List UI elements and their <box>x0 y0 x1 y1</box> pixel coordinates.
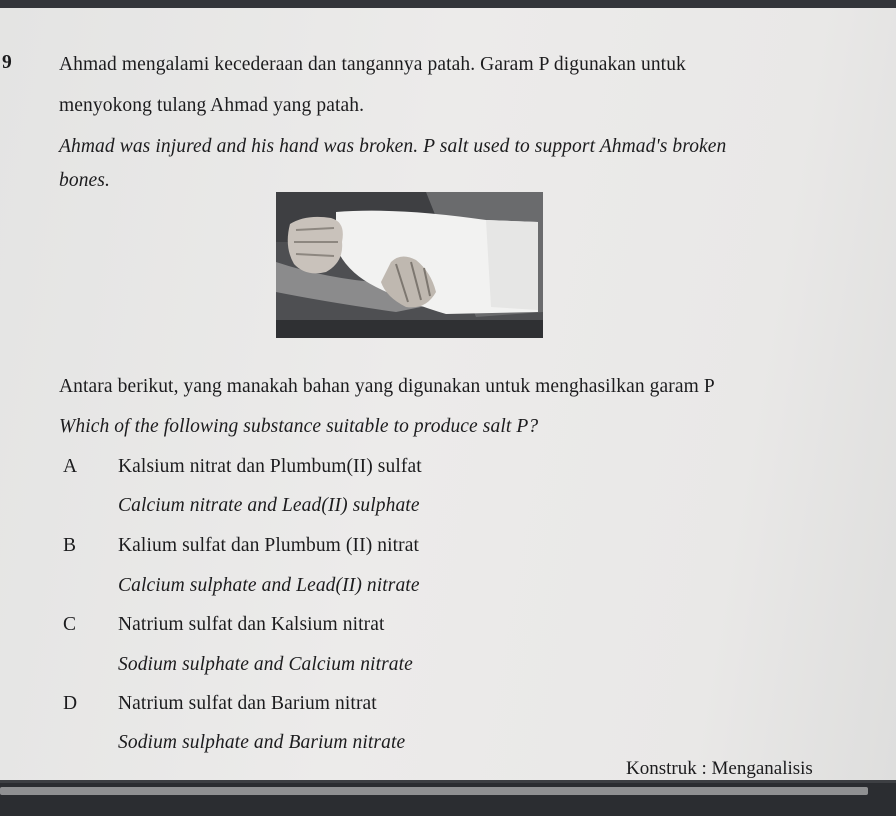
option-a-malay: Kalsium nitrat dan Plumbum(II) sulfat <box>118 456 422 477</box>
cast-illustration <box>276 192 543 338</box>
option-c-malay: Natrium sulfat dan Kalsium nitrat <box>118 614 385 635</box>
construct-label: Konstruk : Menganalisis <box>626 758 813 779</box>
option-d-malay: Natrium sulfat dan Barium nitrat <box>118 693 377 714</box>
question-malay-line-2: menyokong tulang Ahmad yang patah. <box>59 95 365 116</box>
horizontal-scrollbar[interactable] <box>0 787 868 795</box>
question-malay-line-1: Ahmad mengalami kecederaan dan tangannya patah. Garam P digunakan untuk <box>59 54 686 75</box>
option-a-letter: A <box>63 456 78 477</box>
option-c-letter: C <box>63 614 77 635</box>
prompt-malay: Antara berikut, yang manakah bahan yang digunakan untuk menghasilkan garam P <box>59 376 715 397</box>
option-b-letter: B <box>63 535 77 556</box>
screen-top-bezel <box>0 0 896 8</box>
option-c-english: Sodium sulphate and Calcium nitrate <box>118 654 413 675</box>
broken-arm-cast-photo <box>276 192 543 338</box>
document-page <box>0 8 896 780</box>
option-b-english: Calcium sulphate and Lead(II) nitrate <box>118 575 420 596</box>
question-english-line-1: Ahmad was injured and his hand was broken. P salt used to support Ahmad's broken <box>59 136 727 157</box>
option-d-letter: D <box>63 693 78 714</box>
option-b-malay: Kalium sulfat dan Plumbum (II) nitrat <box>118 535 420 556</box>
question-english-line-2: bones. <box>59 170 110 191</box>
prompt-english: Which of the following substance suitable to produce salt P? <box>59 416 539 437</box>
option-d-english: Sodium sulphate and Barium nitrate <box>118 732 406 753</box>
option-a-english: Calcium nitrate and Lead(II) sulphate <box>118 495 420 516</box>
question-number: 9 <box>2 52 12 73</box>
